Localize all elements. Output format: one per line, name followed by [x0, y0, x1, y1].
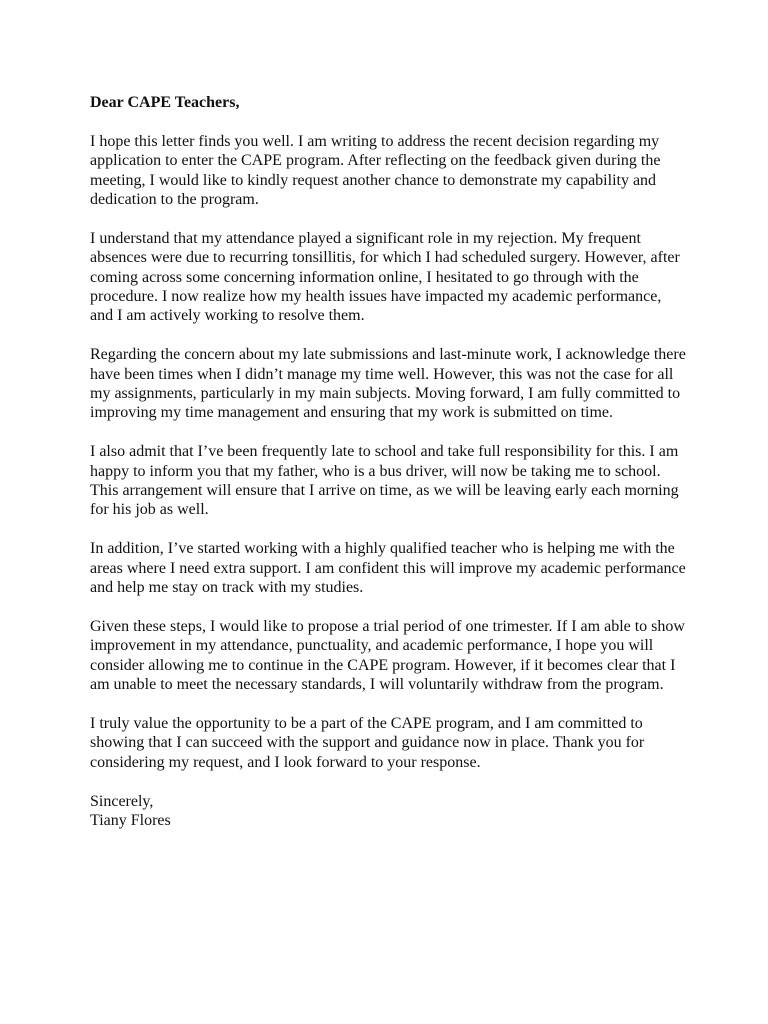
letter-body: [90, 93, 686, 830]
paragraph-punctuality: I also admit that I’ve been frequently late to school and take full responsibility for this. I am happy to inform you that my father, who is a bus driver, will now be taking me to school. This arrangement will ensure that I arrive on time, as we will be leaving early each morning for his job as well.: [90, 443, 679, 519]
paragraph-support: In addition, I’ve started working with a highly qualified teacher who is helping me with the areas where I need extra support. I am confident this will improve my academic performance and help me stay on track with my studies.: [90, 540, 686, 597]
closing: Sincerely,: [90, 792, 154, 810]
paragraph-attendance: I understand that my attendance played a significant role in my rejection. My frequent absences were due to recurring tonsillitis, for which I had scheduled surgery. However, after coming across some concerning information online, I hesitated to go through with the procedure. I now realize how my health issues have impacted my academic performance, and I am actively working to resolve them.: [90, 229, 680, 325]
paragraph-submissions: Regarding the concern about my late submissions and last-minute work, I acknowledge there have been times when I didn’t manage my time well. However, this was not the case for all my assignments, particularly in my main subjects. Moving forward, I am fully committed to improving my time management and ensuring that my work is submitted on time.: [90, 346, 686, 422]
paragraph-conclusion: I truly value the opportunity to be a part of the CAPE program, and I am committed to showing that I can succeed with the support and guidance now in place. Thank you for considering my request, and I look forward to your response.: [90, 714, 645, 771]
signature: Tiany Flores: [90, 811, 171, 829]
paragraph-trial-period: Given these steps, I would like to propose a trial period of one trimester. If I am able to show improvement in my attendance, punctuality, and academic performance, I hope you will consider allowing me to continue in the CAPE program. However, if it becomes clear that I am unable to meet the necessary standards, I will voluntarily withdraw from the program.: [90, 617, 685, 694]
paragraph-intro: I hope this letter finds you well. I am writing to address the recent decision regarding my application to enter the CAPE program. After reflecting on the feedback given during the meeting, I would like to kindly request another chance to demonstrate my capability and dedication to the program.: [90, 132, 661, 209]
salutation: Dear CAPE Teachers,: [90, 94, 240, 111]
